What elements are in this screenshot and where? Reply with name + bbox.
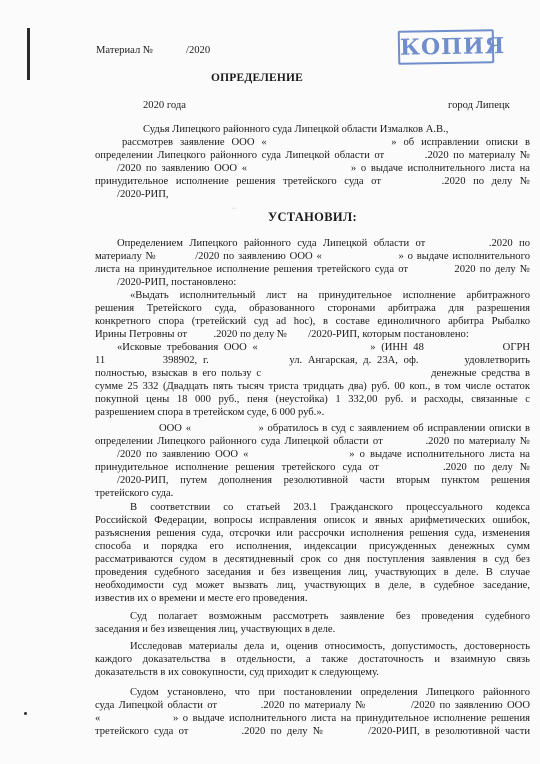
paragraph-line: разъяснения решения суда, отсрочки или рассрочки исполнения решения суда, изменения (95, 528, 530, 539)
document-city: город Липецк (448, 100, 510, 111)
section-heading: УСТАНОВИЛ: (268, 210, 357, 224)
quote-line: сумме 25 332 (Двадцать пять тысяч триста тридцать два) руб. 00 коп., в том числе остаток (95, 381, 530, 392)
paragraph-line: определении Липецкого районного суда Липецкой области от .2020 по материалу № (95, 436, 530, 447)
paragraph-line: известив их о времени и месте его проведения. (95, 593, 308, 604)
paragraph-line: Судом установлено, что при постановлении определения Липецкого районного (130, 687, 530, 698)
copy-stamp: КОПИЯ (398, 29, 495, 65)
quote-line: Ирины Петровны от .2020 по делу № /2020-РИП, которым постановлено: (95, 329, 469, 340)
paragraph-line: третейского суда. (95, 488, 174, 499)
paragraph-line: Российской Федерации, вопросы исправления описок и явных арифметических ошибок, (95, 515, 530, 526)
paragraph-line: /2020-РИП, путем дополнения резолютивной части вторым пунктом решения (117, 475, 530, 486)
paragraph-line: Суд полагает возможным рассмотреть заявление без проведения судебного (130, 611, 530, 622)
intro-line: /2020-РИП, (117, 189, 169, 200)
paragraph-line: заседания и без извещения лиц, участвующих в деле. (95, 624, 336, 635)
paragraph-line: « » о выдаче исполнительного листа на принудительное исполнение решения (95, 713, 530, 724)
quote-line: «Выдать исполнительный лист на принудительное исполнение арбитражного (130, 290, 530, 301)
paragraph-line: /2020-РИП, постановлено: (117, 277, 237, 288)
quote-line: конкретного спора (третейский суд ad hoc), в составе единоличного арбитра Рыбалко (95, 316, 530, 327)
faint-mark: ~ (232, 205, 236, 213)
paragraph-line: /2020 по заявлению ООО « » о выдаче исполнительного листа на (117, 449, 530, 460)
paragraph-line: принудительное исполнение решения третейского суда от .2020 по делу № (95, 462, 530, 473)
intro-line: Судья Липецкого районного суда Липецкой области Измалков А.В., (143, 124, 449, 135)
paragraph-line: ООО « » обратилось в суд с заявлением об исправлении описки в (159, 423, 530, 434)
quote-line: решения Третейского суда, образованного сторонами арбитража для разрешения (95, 303, 530, 314)
intro-line: /2020 по заявлению ООО « » о выдаче исполнительного листа на (117, 163, 530, 174)
quote-line: разрешением спора в третейском суде, 6 000 руб.». (95, 407, 325, 418)
paragraph-line: Определением Липецкого районного суда Липецкой области от .2020 по (117, 238, 530, 249)
material-number-label: Материал № (96, 45, 153, 56)
material-number-year: /2020 (186, 45, 211, 56)
paragraph-line: доказательств в их совокупности, суд приходит к следующему. (95, 667, 379, 678)
intro-line: принудительное исполнение решения третейского суда от .2020 по делу № (95, 176, 530, 187)
quote-line: «Исковые требования ООО « » (ИНН 48 ОГРН (117, 342, 530, 353)
quote-line: покупной цены 18 000 руб., пеня (неустойка) 1 332,00 руб. и расходы, связанные с (95, 394, 530, 405)
intro-line: определении Липецкого районного суда Липецкой области от .2020 по материалу № (95, 150, 530, 161)
margin-bracket (27, 28, 30, 80)
paragraph-line: способа и порядка его исполнения, индексации присужденных денежных сумм (95, 541, 530, 552)
paragraph-line: каждого доказательства в отдельности, а также достаточность и взаимную связь (95, 654, 530, 665)
paragraph-line: необходимости суд может вызвать лиц, участвующих в деле, в судебное заседание, (95, 580, 530, 591)
document-title: ОПРЕДЕЛЕНИЕ (211, 72, 304, 84)
paragraph-line: Исследовав материалы дела и, оценив относимость, допустимость, достоверность (130, 641, 530, 652)
paragraph-line: суда Липецкой области от .2020 по материалу № /2020 по заявлению ООО (95, 700, 530, 711)
document-date: 2020 года (143, 100, 187, 111)
paragraph-line: рассматриваются судом в десятидневный срок со дня поступления заявления в суд без (95, 554, 530, 565)
quote-line: 11 398902, г. ул. Ангарская, д. 23А, оф. удовлетворить (95, 355, 530, 366)
paragraph-line: третейского суда от .2020 по делу № /2020-РИП, в резолютивной части (95, 726, 530, 737)
paragraph-line: материалу № /2020 по заявлению ООО « » о выдаче исполнительного (95, 251, 530, 262)
intro-line: рассмотрев заявление ООО « » об исправлении описки в (122, 137, 530, 148)
margin-dot (24, 712, 27, 715)
paragraph-line: проведения судебного заседания и без извещения лиц, участвующих в деле. В случае (95, 567, 530, 578)
paragraph-line: листа на принудительное исполнение решения третейского суда от 2020 по делу № (95, 264, 530, 275)
quote-line: полностью, взыскав в его пользу с денежные средства в (95, 368, 530, 379)
paragraph-line: В соответствии со статьей 203.1 Гражданского процессуального кодекса (130, 502, 530, 513)
